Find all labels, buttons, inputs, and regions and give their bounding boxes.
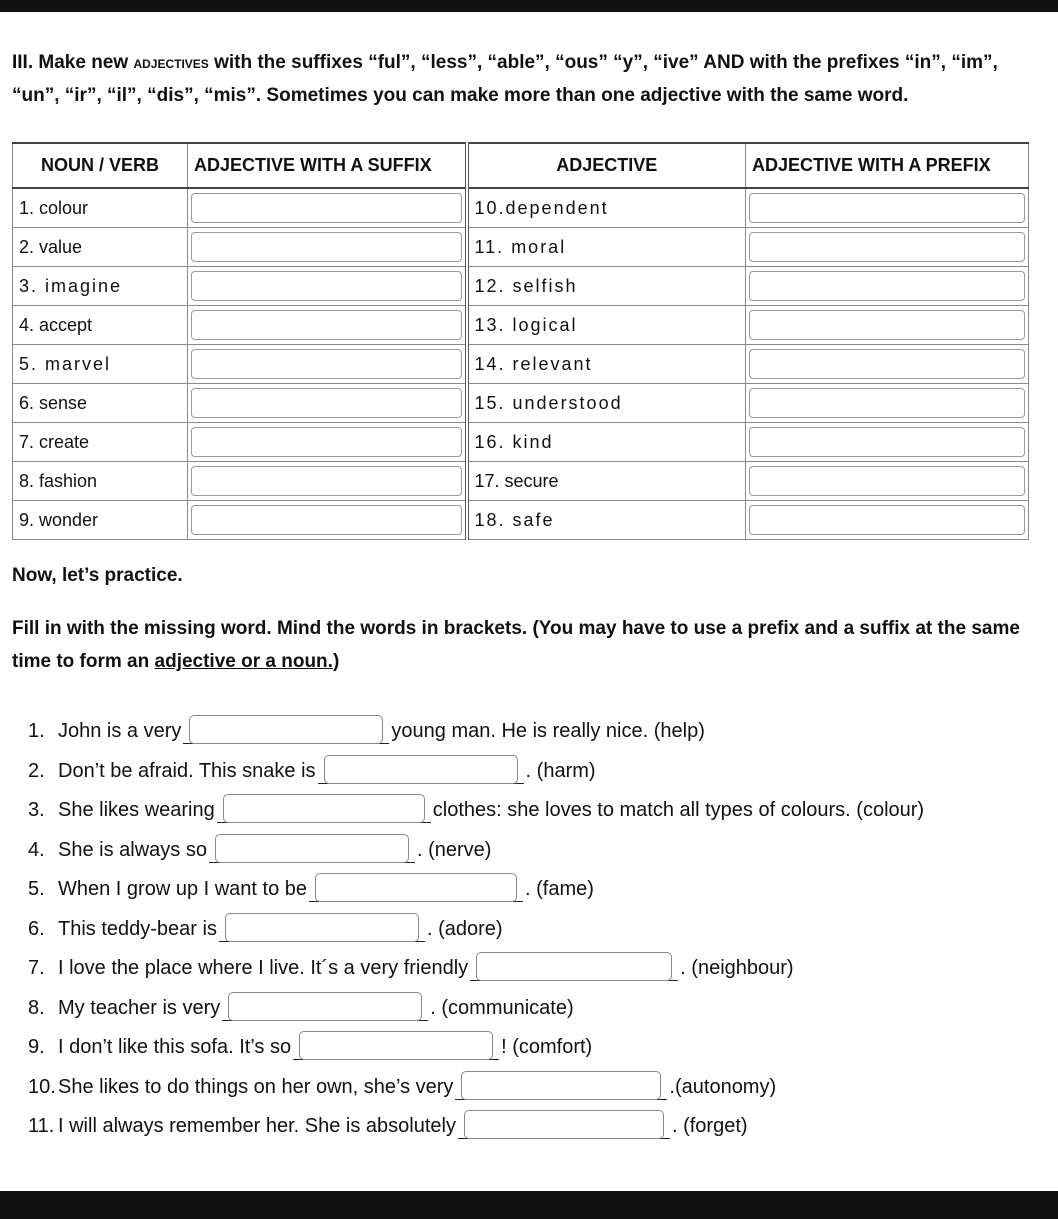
prefix-answer-input[interactable] <box>749 310 1025 340</box>
answer-blank[interactable] <box>458 1114 670 1139</box>
noun-verb-cell: 6. sense <box>13 384 188 423</box>
sentence-number: 4. <box>28 838 45 861</box>
prefix-answer-input[interactable] <box>749 232 1025 262</box>
prefix-answer-cell <box>746 345 1029 384</box>
sentence-after: . (communicate) <box>430 996 574 1019</box>
fill-instructions-start: time to form an <box>12 651 155 672</box>
answer-blank[interactable] <box>217 798 431 823</box>
noun-verb-cell: 4. accept <box>13 306 188 345</box>
sentence-number: 8. <box>28 996 45 1019</box>
adjective-cell: 18. safe <box>467 501 746 540</box>
sentence-before: She likes to do things on her own, she’s very <box>58 1075 454 1098</box>
adjective-cell: 12. selfish <box>467 267 746 306</box>
sentence-number: 3. <box>28 799 45 822</box>
suffix-answer-input[interactable] <box>191 310 462 340</box>
adjective-cell: 15. understood <box>467 384 746 423</box>
prefix-answer-cell <box>746 228 1029 267</box>
sentence-item <box>28 1068 924 1108</box>
prefix-answer-cell <box>746 462 1029 501</box>
top-border <box>0 0 1058 12</box>
fill-in-sentences <box>28 712 924 1147</box>
suffix-answer-input[interactable] <box>191 271 462 301</box>
sentence-after: . (nerve) <box>416 838 492 861</box>
suffix-answer-cell <box>188 423 467 462</box>
prefix-answer-input[interactable] <box>749 466 1025 496</box>
suffix-answer-input[interactable] <box>191 466 462 496</box>
adjective-cell: 11. moral <box>467 228 746 267</box>
sentence-item <box>28 791 924 831</box>
instructions-line-1 <box>12 46 1058 79</box>
sentence-item <box>28 712 924 752</box>
sentence-after: . (neighbour) <box>680 957 794 980</box>
sentence-item <box>28 752 924 792</box>
suffix-answer-cell <box>188 306 467 345</box>
prefix-answer-cell <box>746 306 1029 345</box>
fill-instructions-line-1: Fill in with the missing word. Mind the words in brackets. (You may have to use a prefix and a suffix at the same <box>12 618 1020 639</box>
sentence-after: clothes: she loves to match all types of colours. (colour) <box>432 799 925 822</box>
sentence-before: Don’t be afraid. This snake is <box>58 759 316 782</box>
prefix-answer-cell <box>746 384 1029 423</box>
instructions-rest: with the suffixes “ful”, “less”, “able”, “ous” “y”, “ive” AND with the prefixes “in”, “im”, <box>208 52 998 73</box>
prefix-answer-cell <box>746 423 1029 462</box>
fill-instructions-end: ) <box>332 651 340 672</box>
adjective-cell: 10.dependent <box>467 188 746 228</box>
sentence-item <box>28 949 924 989</box>
noun-verb-cell: 8. fashion <box>13 462 188 501</box>
table-row <box>13 188 1029 228</box>
prefix-answer-input[interactable] <box>749 427 1025 457</box>
bottom-border <box>0 1191 1058 1219</box>
answer-input-box[interactable] <box>215 834 409 863</box>
instructions-smallcaps: adjectives <box>133 53 209 72</box>
sentence-before: When I grow up I want to be <box>58 878 308 901</box>
answer-blank[interactable] <box>470 956 678 981</box>
noun-verb-cell: 5. marvel <box>13 345 188 384</box>
suffix-answer-input[interactable] <box>191 388 462 418</box>
sentence-after: . (forget) <box>671 1115 748 1138</box>
sentence-number: 11. <box>28 1115 55 1138</box>
instructions-line-2: “un”, “ir”, “il”, “dis”, “mis”. Sometimes you can make more than one adjective with the same word. <box>12 85 909 106</box>
sentence-number: 2. <box>28 759 45 782</box>
exercise-instructions <box>12 46 1058 112</box>
header-adjective-prefix: ADJECTIVE WITH A PREFIX <box>746 143 1029 188</box>
suffix-answer-cell <box>188 345 467 384</box>
answer-blank[interactable] <box>219 917 425 942</box>
answer-input-box[interactable] <box>228 992 422 1021</box>
sentence-item <box>28 1028 924 1068</box>
practice-heading: Now, let’s practice. <box>12 565 183 586</box>
table-row <box>13 345 1029 384</box>
instructions-lead: III. Make new <box>12 52 134 73</box>
answer-input-box[interactable] <box>189 715 383 744</box>
answer-blank[interactable] <box>183 719 389 744</box>
noun-verb-cell: 2. value <box>13 228 188 267</box>
sentence-number: 1. <box>28 720 45 743</box>
sentence-number: 9. <box>28 1036 45 1059</box>
suffix-answer-cell <box>188 462 467 501</box>
answer-blank[interactable] <box>222 996 428 1021</box>
sentence-after: . (harm) <box>525 759 596 782</box>
sentence-before: John is a very <box>58 720 182 743</box>
fill-instructions-line-2 <box>12 645 1058 678</box>
sentence-after: ! (comfort) <box>501 1036 593 1059</box>
answer-input-box[interactable] <box>225 913 419 942</box>
suffix-answer-input[interactable] <box>191 427 462 457</box>
table-row <box>13 267 1029 306</box>
suffix-answer-input[interactable] <box>191 349 462 379</box>
sentence-number: 5. <box>28 878 45 901</box>
sentence-before: I will always remember her. She is absolutely <box>58 1115 456 1138</box>
table-row <box>13 423 1029 462</box>
table-row <box>13 501 1029 540</box>
prefix-answer-cell <box>746 267 1029 306</box>
answer-input-box[interactable] <box>223 794 425 823</box>
sentence-item <box>28 1107 924 1147</box>
noun-verb-cell: 7. create <box>13 423 188 462</box>
sentence-number: 6. <box>28 917 45 940</box>
sentence-before: She likes wearing <box>58 799 215 822</box>
answer-input-box[interactable] <box>324 755 518 784</box>
suffix-answer-input[interactable] <box>191 505 462 535</box>
sentence-before: This teddy-bear is <box>58 917 217 940</box>
sentence-number: 10. <box>28 1075 56 1098</box>
answer-input-box[interactable] <box>461 1071 661 1100</box>
header-adjective-suffix: ADJECTIVE WITH A SUFFIX <box>188 143 467 188</box>
sentence-before: She is always so <box>58 838 207 861</box>
sentence-before: My teacher is very <box>58 996 221 1019</box>
prefix-answer-input[interactable] <box>749 193 1025 223</box>
table-row <box>13 228 1029 267</box>
sentence-number: 7. <box>28 957 45 980</box>
sentence-after: young man. He is really nice. (help) <box>391 720 705 743</box>
answer-input-box[interactable] <box>299 1031 493 1060</box>
sentence-before: I don’t like this sofa. It’s so <box>58 1036 292 1059</box>
table-row <box>13 384 1029 423</box>
adjective-cell: 16. kind <box>467 423 746 462</box>
prefix-answer-input[interactable] <box>749 271 1025 301</box>
table-row <box>13 306 1029 345</box>
suffix-answer-cell <box>188 188 467 228</box>
answer-blank[interactable] <box>309 877 523 902</box>
prefix-answer-input[interactable] <box>749 388 1025 418</box>
suffix-answer-input[interactable] <box>191 193 462 223</box>
table-row <box>13 462 1029 501</box>
answer-input-box[interactable] <box>464 1110 664 1139</box>
sentence-after: . (fame) <box>525 878 594 901</box>
sentence-item <box>28 870 924 910</box>
prefix-answer-input[interactable] <box>749 505 1025 535</box>
adjective-cell: 17. secure <box>467 462 746 501</box>
suffix-answer-cell <box>188 267 467 306</box>
answer-blank[interactable] <box>209 838 415 863</box>
prefix-answer-input[interactable] <box>749 349 1025 379</box>
sentence-before: I love the place where I live. It´s a very friendly <box>58 957 469 980</box>
fill-instructions <box>12 612 1058 678</box>
noun-verb-cell: 9. wonder <box>13 501 188 540</box>
prefix-answer-cell <box>746 188 1029 228</box>
sentence-item <box>28 831 924 871</box>
adjective-cell: 14. relevant <box>467 345 746 384</box>
sentence-after: .(autonomy) <box>669 1075 777 1098</box>
suffix-answer-input[interactable] <box>191 232 462 262</box>
suffix-answer-cell <box>188 384 467 423</box>
suffix-answer-cell <box>188 228 467 267</box>
table-header-row <box>13 143 1029 188</box>
noun-verb-cell: 3. imagine <box>13 267 188 306</box>
suffix-answer-cell <box>188 501 467 540</box>
answer-input-box[interactable] <box>315 873 517 902</box>
fill-instructions-underlined: adjective or a noun. <box>154 651 333 672</box>
header-noun-verb: NOUN / VERB <box>13 143 188 188</box>
answer-blank[interactable] <box>455 1075 667 1100</box>
sentence-item <box>28 910 924 950</box>
answer-input-box[interactable] <box>476 952 672 981</box>
word-formation-table <box>12 142 1029 540</box>
header-adjective: ADJECTIVE <box>467 143 746 188</box>
noun-verb-cell: 1. colour <box>13 188 188 228</box>
answer-blank[interactable] <box>318 759 524 784</box>
prefix-answer-cell <box>746 501 1029 540</box>
answer-blank[interactable] <box>293 1035 499 1060</box>
sentence-after: . (adore) <box>426 917 503 940</box>
sentence-item <box>28 989 924 1029</box>
adjective-cell: 13. logical <box>467 306 746 345</box>
